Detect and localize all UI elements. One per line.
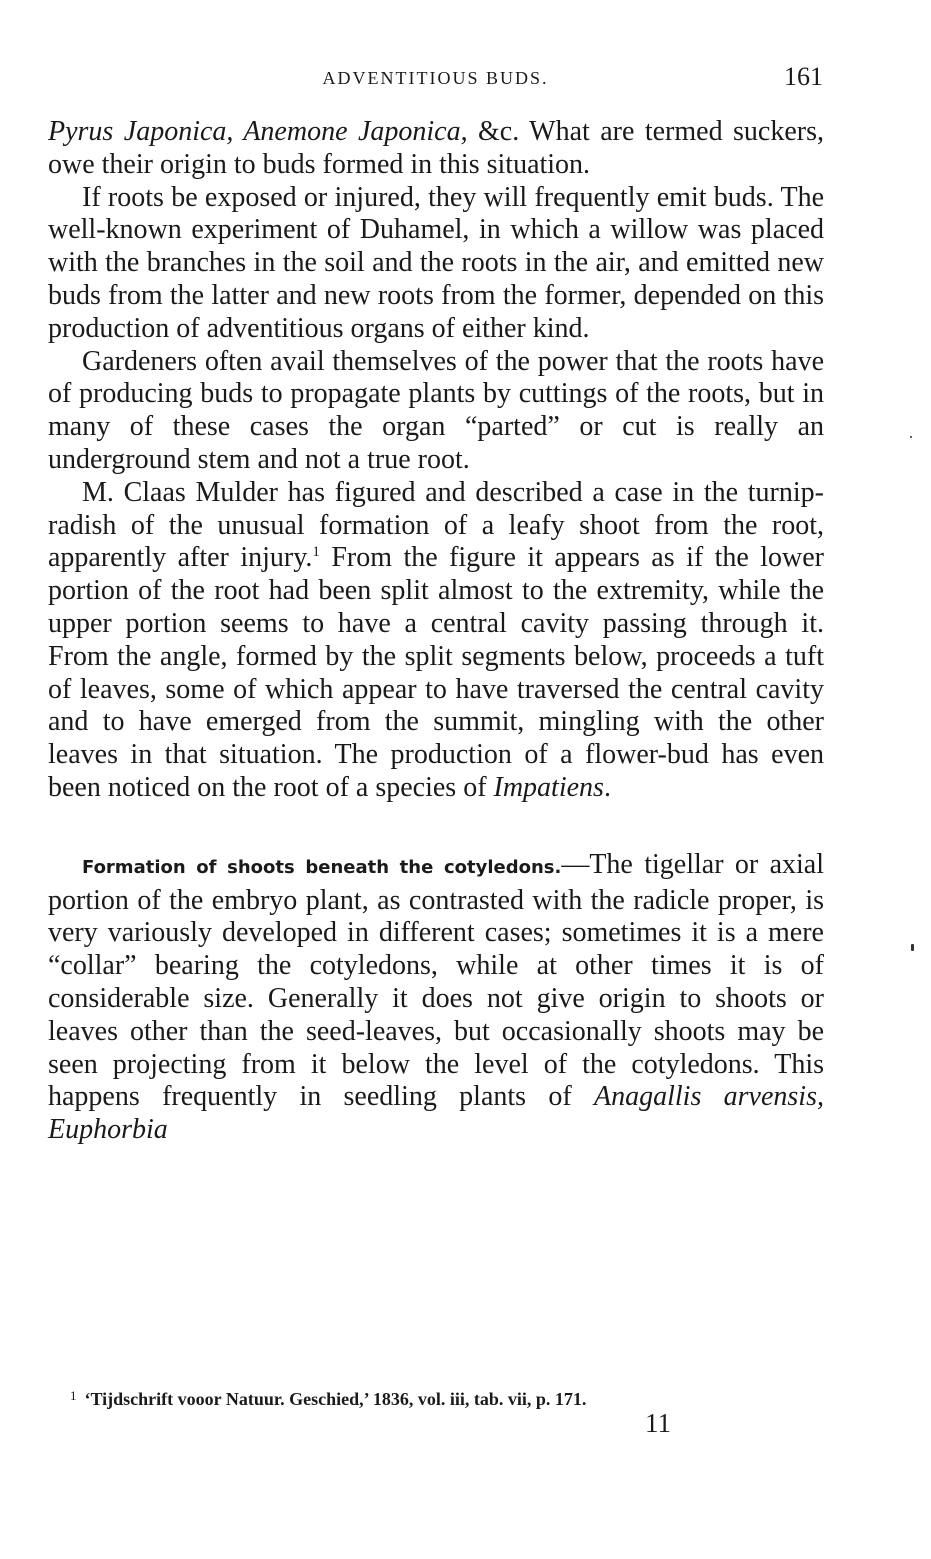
footnote-number: 1 bbox=[70, 1388, 77, 1403]
paragraph-5-text: —The tigellar or axial portion of the embryo plant, as contrasted with the radicle proper, is very variously developed in different cases; sometimes it is a mere “collar” bearing the cotyledons, while at other times it is of considerable size. Generally it does not give origin to shoots or leaves other than the seed-leaves, but occasionally shoots may be seen projecting from it below the level of the cotyledons. This happens frequently in seedling plants of bbox=[48, 848, 824, 1113]
paragraph-4-text-b: From the figure it appears as if the lower portion of the root had been split almost to the extremity, while the upper portion seems to have a central cavity passing through it. From the angle, formed by the split segments below, proceeds a tuft of leaves, some of which appear to have traversed the central cavity and to have emerged from the summit, mingling with the other leaves in that situation. The production of a flower-bud has even been noticed on the root of a species of bbox=[48, 542, 825, 803]
ink-speck bbox=[910, 436, 912, 438]
paragraph-1-text: &c. What are termed suckers, owe their origin to buds formed in this situation. bbox=[48, 116, 824, 180]
section-side-heading: Formation of shoots beneath the cotyledons. bbox=[82, 856, 562, 878]
italic-impatiens: Impatiens bbox=[493, 771, 604, 803]
ink-speck bbox=[911, 944, 914, 951]
paragraph-2: If roots be exposed or injured, they will frequently emit buds. The well-known experiment of Duhamel, in which a willow was placed with the branches in the soil and the roots in the air, and emitted new buds from the latter and new roots from the former, depended on this production of adventitious organs of either kind. bbox=[48, 181, 824, 344]
page-header bbox=[48, 62, 823, 98]
page-number: 161 bbox=[784, 62, 823, 91]
running-head: ADVENTITIOUS BUDS. bbox=[322, 68, 549, 88]
footnote-text: ‘Tijdschrift vooor Natuur. Geschied,’ 1836, vol. iii, tab. vii, p. 171. bbox=[84, 1389, 587, 1409]
paragraph-4-end: . bbox=[603, 771, 611, 803]
paragraph-4-text-a: M. Claas Mulder has figured and described a case in the turnip-radish of the unusual formation of a leafy shoot from the root, apparently after injury. bbox=[48, 476, 824, 574]
paragraph-3: Gardeners often avail themselves of the power that the roots have of producing buds to propagate plants by cuttings of the roots, but in many of these cases the organ “parted” or cut is really an underground stem and not a true root. bbox=[48, 345, 824, 475]
italic-plant-names: Pyrus Japonica, Anemone Japonica, bbox=[48, 116, 468, 147]
paragraph-4 bbox=[48, 477, 824, 805]
italic-species-names: Anagallis arvensis, Euphorbia bbox=[48, 1081, 824, 1146]
footnote bbox=[70, 1388, 830, 1410]
body-text bbox=[48, 116, 824, 1147]
footnote-reference: 1 bbox=[312, 544, 320, 561]
signature-mark: 11 bbox=[645, 1408, 671, 1438]
paragraph-1 bbox=[48, 116, 824, 182]
paragraph-5 bbox=[48, 849, 824, 1147]
